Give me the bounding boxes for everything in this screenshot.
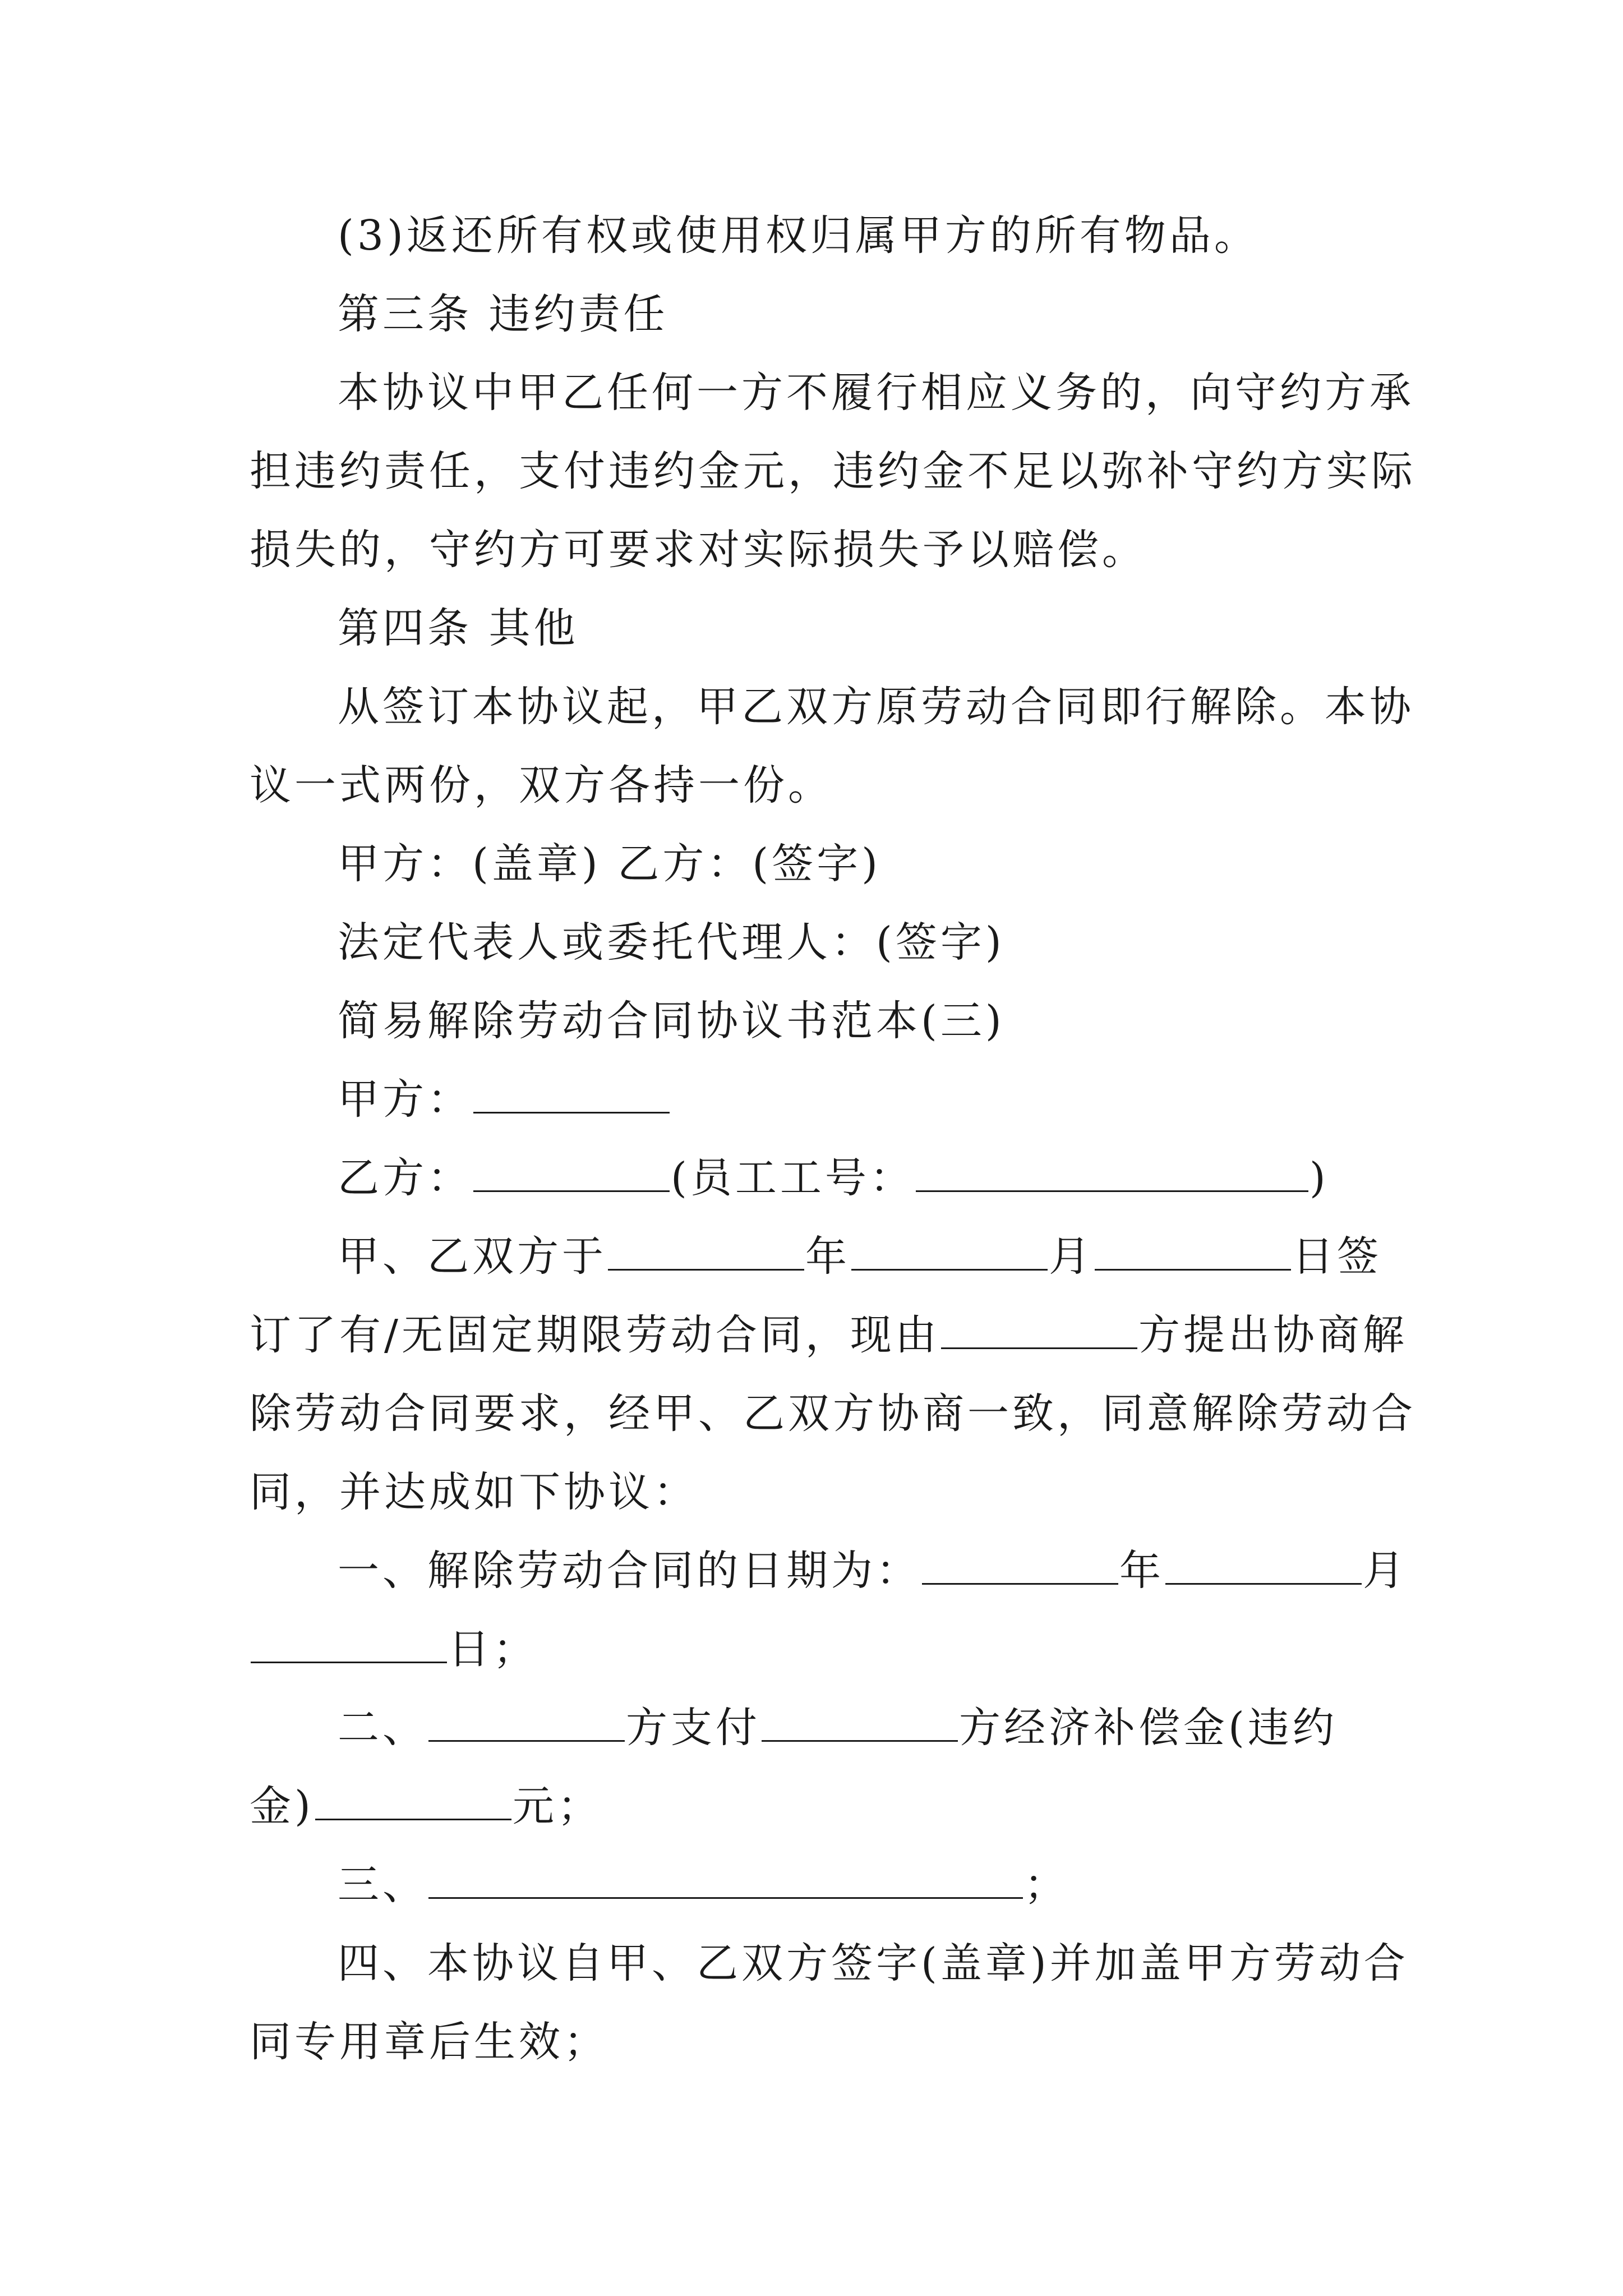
item-2-row [338, 1700, 1338, 1756]
termination-year-label: 年 [1119, 1547, 1164, 1595]
item-2-pay: 方支付 [626, 1704, 760, 1752]
item-1-day-row [250, 1621, 538, 1677]
item-4-line-1: 四、本协议自甲、乙双方签字(盖章)并加盖甲方劳动合 [338, 1939, 1409, 1987]
employee-no-blank[interactable] [916, 1150, 1308, 1192]
proposing-party-blank[interactable] [941, 1307, 1137, 1349]
party-a-row [338, 1071, 671, 1128]
termination-day-label: 日； [448, 1625, 538, 1673]
item-2-currency: 元； [512, 1782, 602, 1830]
heading-article-3: 第三条 违约责任 [338, 290, 668, 338]
item-1-prefix: 一、解除劳动合同的日期为： [338, 1547, 921, 1595]
sign-day-label: 日签 [1292, 1232, 1382, 1281]
party-b-label: 乙方： [338, 1154, 472, 1202]
signature-representative: 法定代表人或委托代理人：(签字) [338, 918, 1005, 967]
proposal-text: 方提出协商解 [1138, 1311, 1408, 1359]
article-3-line-2: 担违约责任，支付违约金元，违约金不足以弥补守约方实际 [250, 447, 1416, 495]
sign-month-label: 月 [1049, 1232, 1094, 1281]
item-1-row [338, 1543, 1408, 1599]
party-a-label: 甲方： [338, 1075, 472, 1124]
sign-month-blank[interactable] [851, 1228, 1048, 1271]
item-3-row [338, 1857, 1069, 1913]
party-b-blank[interactable] [473, 1150, 670, 1192]
contract-type-row [250, 1307, 1408, 1363]
termination-month-blank[interactable] [1165, 1543, 1362, 1585]
article-4-line-1: 从签订本协议起，甲乙双方原劳动合同即行解除。本协 [338, 683, 1414, 731]
sign-year-blank[interactable] [608, 1228, 804, 1271]
compensation-amount-blank[interactable] [315, 1778, 511, 1820]
termination-day-blank[interactable] [251, 1621, 447, 1663]
item-2-amount-row [250, 1778, 602, 1834]
item-3-end: ； [1024, 1861, 1069, 1909]
item-4-line-2: 同专用章后生效； [250, 2018, 608, 2066]
receiving-party-blank[interactable] [762, 1700, 958, 1742]
template-title: 简易解除劳动合同协议书范本(三) [338, 997, 1005, 1045]
employee-no-close: ) [1309, 1154, 1329, 1202]
party-b-row [338, 1150, 1329, 1206]
item-3-prefix: 三、 [338, 1861, 427, 1909]
sign-date-row [338, 1228, 1382, 1285]
termination-year-blank[interactable] [922, 1543, 1118, 1585]
sign-day-blank[interactable] [1095, 1228, 1291, 1271]
article-3-line-1: 本协议中甲乙任何一方不履行相应义务的，向守约方承 [338, 369, 1414, 417]
sign-prefix: 甲、乙双方于 [338, 1232, 607, 1281]
item-3-blank[interactable] [428, 1857, 1023, 1899]
item-2-line2-prefix: 金) [250, 1782, 314, 1830]
employee-no-label: (员工工号： [671, 1154, 915, 1202]
termination-month-label: 月 [1363, 1547, 1408, 1595]
paying-party-blank[interactable] [428, 1700, 625, 1742]
clause-return-items: (3)返还所有权或使用权归属甲方的所有物品。 [338, 211, 1259, 260]
contract-type-text: 订了有/无固定期限劳动合同，现由 [250, 1311, 940, 1359]
signature-parties: 甲方：(盖章) 乙方：(签字) [338, 840, 882, 888]
article-4-line-2: 议一式两份，双方各持一份。 [250, 761, 833, 809]
party-a-blank[interactable] [473, 1071, 670, 1114]
article-3-line-3: 损失的，守约方可要求对实际损失予以赔偿。 [250, 526, 1147, 574]
sign-year-label: 年 [805, 1232, 850, 1281]
agreement-line-4: 同，并达成如下协议： [250, 1468, 698, 1516]
item-2-prefix: 二、 [338, 1704, 427, 1752]
heading-article-4: 第四条 其他 [338, 604, 579, 652]
item-2-compensation: 方经济补偿金(违约 [959, 1704, 1338, 1752]
agreement-line-3: 除劳动合同要求，经甲、乙双方协商一致，同意解除劳动合 [250, 1389, 1416, 1438]
